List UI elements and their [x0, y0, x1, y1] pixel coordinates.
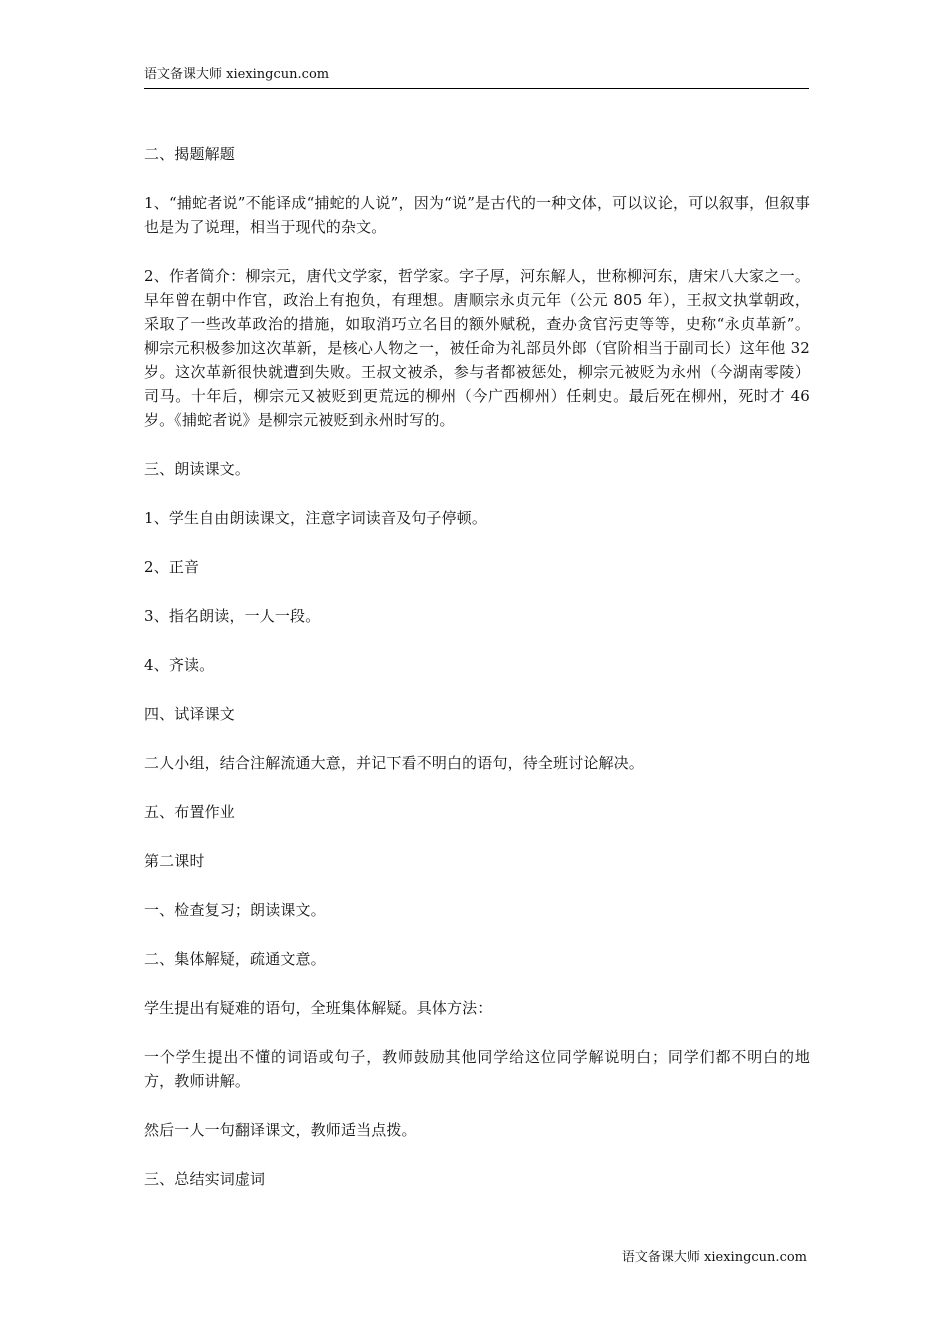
paragraph-sentence-translation: 然后一人一句翻译课文，教师适当点拨。: [144, 1121, 417, 1139]
header-text: 语文备课大师 xiexingcun.com: [144, 67, 330, 82]
paragraph-method-intro: 学生提出有疑难的语句，全班集体解疑。具体方法：: [144, 999, 493, 1017]
section-heading-collective-solving: 二、集体解疑，疏通文意。: [144, 950, 326, 968]
section-heading-reveal-topic: 二、揭题解题: [144, 145, 235, 163]
list-item-group-reading: 4、齐读。: [144, 656, 215, 674]
section-heading-summary-words: 三、总结实词虚词: [144, 1170, 266, 1188]
paragraph-pair-work: 二人小组，结合注解流通大意，并记下看不明白的语句，待全班讨论解决。: [144, 754, 644, 772]
paragraph-method-detail: 一个学生提出不懂的词语或句子，教师鼓励其他同学给这位同学解说明白；同学们都不明白的地方，教师讲解。: [144, 1048, 810, 1090]
lesson-heading-second: 第二课时: [144, 852, 205, 870]
section-heading-homework: 五、布置作业: [144, 803, 235, 821]
section-heading-translate: 四、试译课文: [144, 705, 235, 723]
footer-text: 语文备课大师 xiexingcun.com: [621, 1250, 807, 1265]
list-item-free-reading: 1、学生自由朗读课文，注意字词读音及句子停顿。: [144, 509, 487, 527]
list-item-pronunciation: 2、正音: [144, 558, 200, 576]
page-header: [144, 66, 809, 89]
paragraph-title-explanation: 1、“捕蛇者说”不能译成“捕蛇的人说”，因为“说”是古代的一种文体，可以议论，可以叙事，但叙事也是为了说理，相当于现代的杂文。: [144, 194, 810, 236]
section-heading-review: 一、检查复习；朗读课文。: [144, 901, 326, 919]
section-heading-read-aloud: 三、朗读课文。: [144, 460, 251, 478]
document-body: [144, 142, 810, 1216]
page-footer: [622, 1249, 807, 1267]
list-item-named-reading: 3、指名朗读，一人一段。: [144, 607, 321, 625]
paragraph-author-intro: 2、作者简介：柳宗元，唐代文学家，哲学家。字子厚，河东解人，世称柳河东，唐宋八大家之一。早年曾在朝中作官，政治上有抱负，有理想。唐顺宗永贞元年（公元 805 年），王叔文执掌朝政，采取了一些改革政治的措施，如取消巧立名目的额外赋税，查办贪官污吏等等，史称“永贞革新”。柳宗元积极参加这次革新，是核心人物之一，被任命为礼部员外郎（官阶相当于副司长）这年他 32 岁。这次革新很快就遭到失败。王叔文被杀，参与者都被惩处，柳宗元被贬为永州（今湖南零陵）司马。十年后，柳宗元又被贬到更荒远的柳州（今广西柳州）任刺史。最后死在柳州，死时才 46 岁。《捕蛇者说》是柳宗元被贬到永州时写的。: [144, 267, 810, 429]
